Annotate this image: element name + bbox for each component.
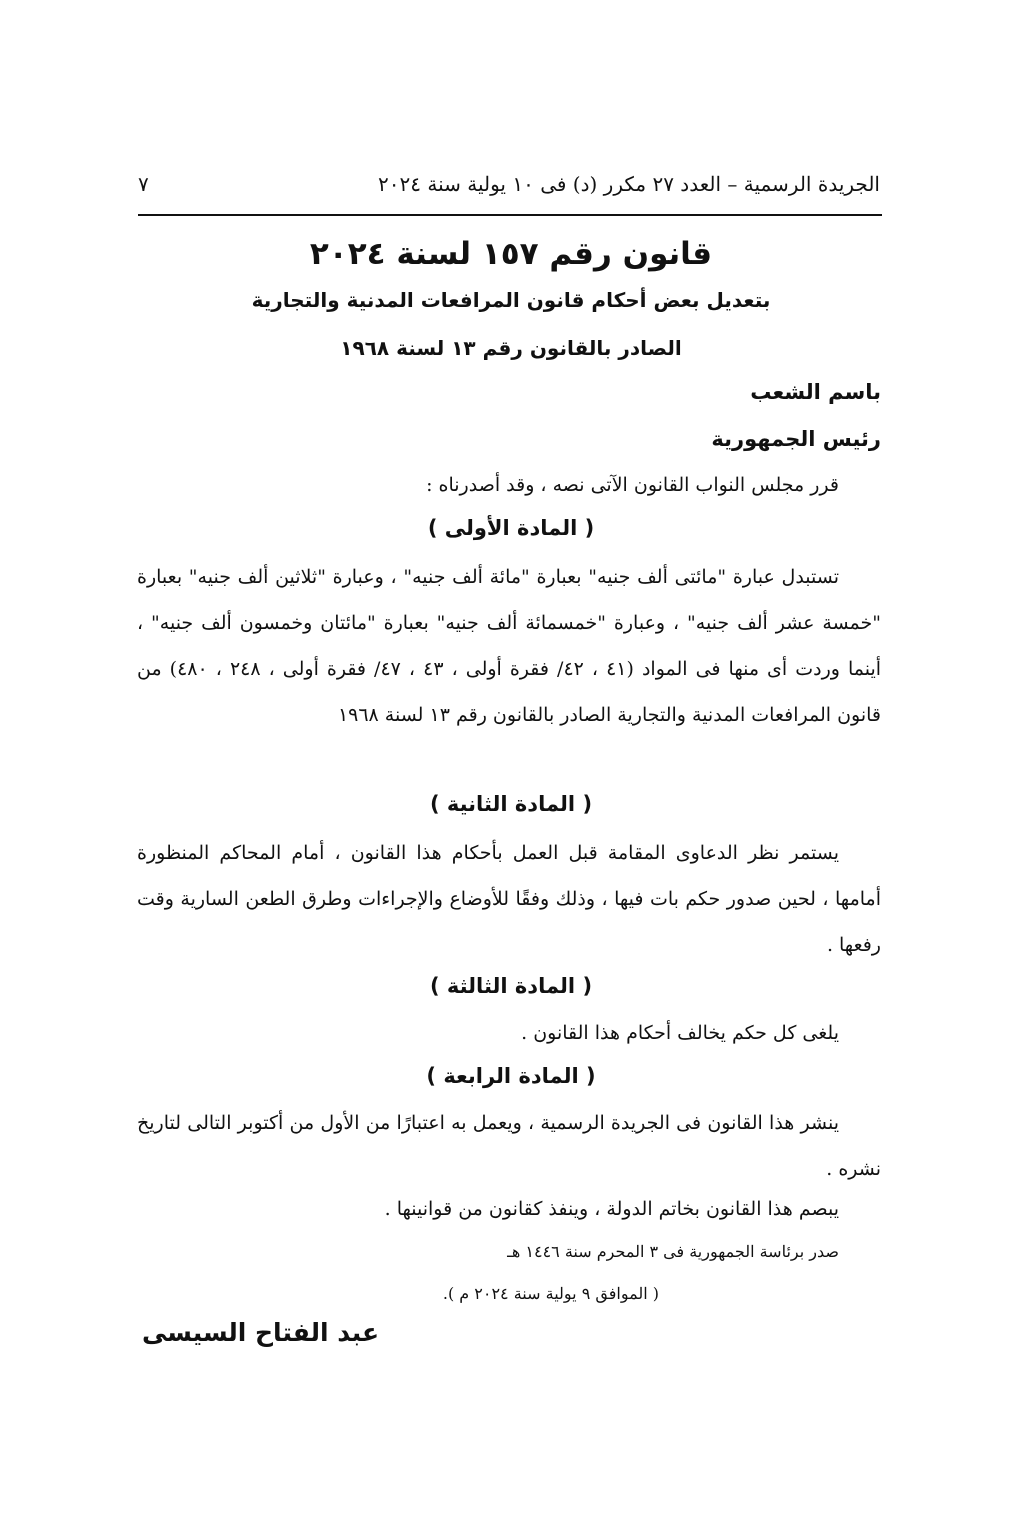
law-subtitle-reference: الصادر بالقانون رقم ١٣ لسنة ١٩٦٨ <box>340 336 682 360</box>
issued-line: صدر برئاسة الجمهورية فى ٣ المحرم سنة ١٤٤٦ هـ <box>507 1242 839 1261</box>
in-name-of-people: باسم الشعب <box>750 380 881 404</box>
law-title: قانون رقم ١٥٧ لسنة ٢٠٢٤ <box>309 236 713 272</box>
article-3-heading: ( المادة الثالثة ) <box>429 974 593 998</box>
header-rule <box>138 214 882 216</box>
gregorian-date-line: ( الموافق ٩ يولية سنة ٢٠٢٤ م ). <box>442 1284 659 1303</box>
article-4-text: ينشر هذا القانون فى الجريدة الرسمية ، ويعمل به اعتبارًا من الأول من أكتوبر التالى لتاريخ نشره . <box>137 1112 881 1180</box>
article-3-text: يلغى كل حكم يخالف أحكام هذا القانون . <box>521 1022 839 1044</box>
article-4-heading: ( المادة الرابعة ) <box>426 1064 596 1088</box>
president-heading: رئيس الجمهورية <box>711 427 881 451</box>
seal-line: يبصم هذا القانون بخاتم الدولة ، وينفذ كقانون من قوانينها . <box>384 1198 839 1220</box>
article-1-heading: ( المادة الأولى ) <box>427 516 595 540</box>
page-header <box>138 172 880 196</box>
header-text: الجريدة الرسمية – العدد ٢٧ مكرر (د) فى ١٠ يولية سنة ٢٠٢٤ <box>378 172 880 196</box>
law-subtitle: بتعديل بعض أحكام قانون المرافعات المدنية والتجارية <box>251 288 771 312</box>
president-signature: عبد الفتاح السيسى <box>142 1318 380 1347</box>
article-2-heading: ( المادة الثانية ) <box>429 792 593 816</box>
article-1-text: تستبدل عبارة "مائتى ألف جنيه" بعبارة "مائة ألف جنيه" ، وعبارة "ثلاثين ألف جنيه" بعبارة "خمسة عشر ألف جنيه" ، وعبارة "خمسمائة ألف جنيه" بعبارة "مائتان وخمسون ألف جنيه" ، أينما وردت أى منها فى المواد (٤١ ، ٤٢/ فقرة أولى ، ٤٣ ، ٤٧/ فقرة أولى ، ٢٤٨ ، ٤٨٠) من قانون المرافعات المدنية والتجارية الصادر بالقانون رقم ١٣ لسنة ١٩٦٨ <box>137 566 882 726</box>
article-2-text: يستمر نظر الدعاوى المقامة قبل العمل بأحكام هذا القانون ، أمام المحاكم المنظورة أمامها ، لحين صدور حكم بات فيها ، وذلك وفقًا للأوضاع والإجراءات وطرق الطعن السارية وقت رفعها . <box>137 842 881 956</box>
preamble: قرر مجلس النواب القانون الآتى نصه ، وقد أصدرناه : <box>426 474 839 496</box>
page-number: ٧ <box>138 172 149 196</box>
